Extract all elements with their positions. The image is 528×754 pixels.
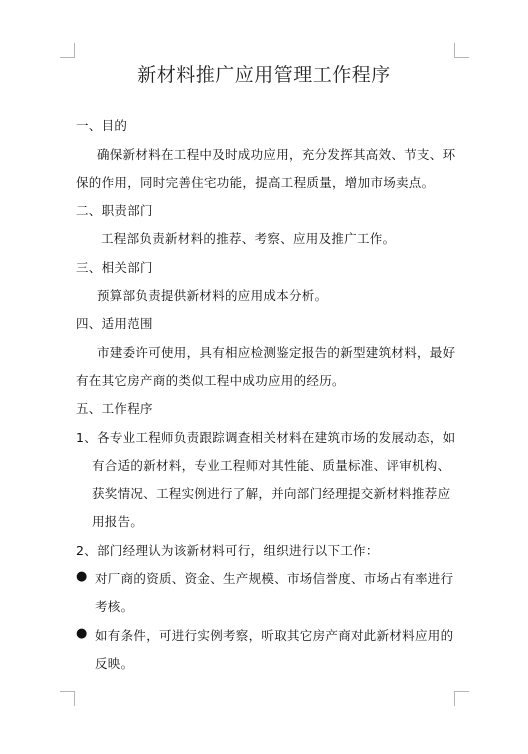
crop-mark-top-left [60,43,75,58]
procedure-item-1-line-4: 用报告。 [92,514,144,529]
crop-mark-bottom-right [454,691,469,706]
heading-purpose: 一、目的 [76,118,128,133]
bullet-1-line-2: 考核。 [95,599,134,614]
bullet-1-line-1: 对厂商的资质、资金、生产规模、市场信誉度、市场占有率进行 [95,571,454,586]
bullet-2-line-2: 反映。 [95,656,134,671]
purpose-line-2: 保的作用，同时完善住宅功能，提高工程质量，增加市场卖点。 [76,175,435,190]
heading-responsible-dept: 二、职责部门 [76,203,153,218]
heading-scope: 四、适用范围 [76,316,153,331]
crop-mark-bottom-left [60,691,75,706]
crop-mark-top-right [454,43,469,58]
procedure-item-1-line-3: 获奖情况、工程实例进行了解，并向部门经理提交新材料推荐应 [92,486,451,501]
related-dept-line-1: 预算部负责提供新材料的应用成本分析。 [97,288,328,303]
procedure-item-1-line-1: 1、各专业工程师负责跟踪调查相关材料在建筑市场的发展动态，如 [76,430,456,445]
document-title: 新材料推广应用管理工作程序 [137,64,391,86]
scope-line-2: 有在其它房产商的类似工程中成功应用的经历。 [76,373,345,388]
bullet-icon: ● [76,569,88,584]
bullet-2-line-1: 如有条件，可进行实例考察，听取其它房产商对此新材料应用的 [95,628,454,643]
purpose-line-1: 确保新材料在工程中及时成功应用，充分发挥其高效、节支、环 [97,147,456,162]
scope-line-1: 市建委许可使用，具有相应检测鉴定报告的新型建筑材料，最好 [97,345,456,360]
heading-procedure: 五、工作程序 [76,401,153,416]
heading-related-dept: 三、相关部门 [76,260,153,275]
procedure-item-1-line-2: 有合适的新材料，专业工程师对其性能、质量标准、评审机构、 [92,458,451,473]
bullet-icon: ● [76,626,88,641]
responsible-dept-line-1: 工程部负责新材料的推荐、考察、应用及推广工作。 [101,231,396,246]
procedure-item-2: 2、部门经理认为该新材料可行，组织进行以下工作： [76,543,379,558]
